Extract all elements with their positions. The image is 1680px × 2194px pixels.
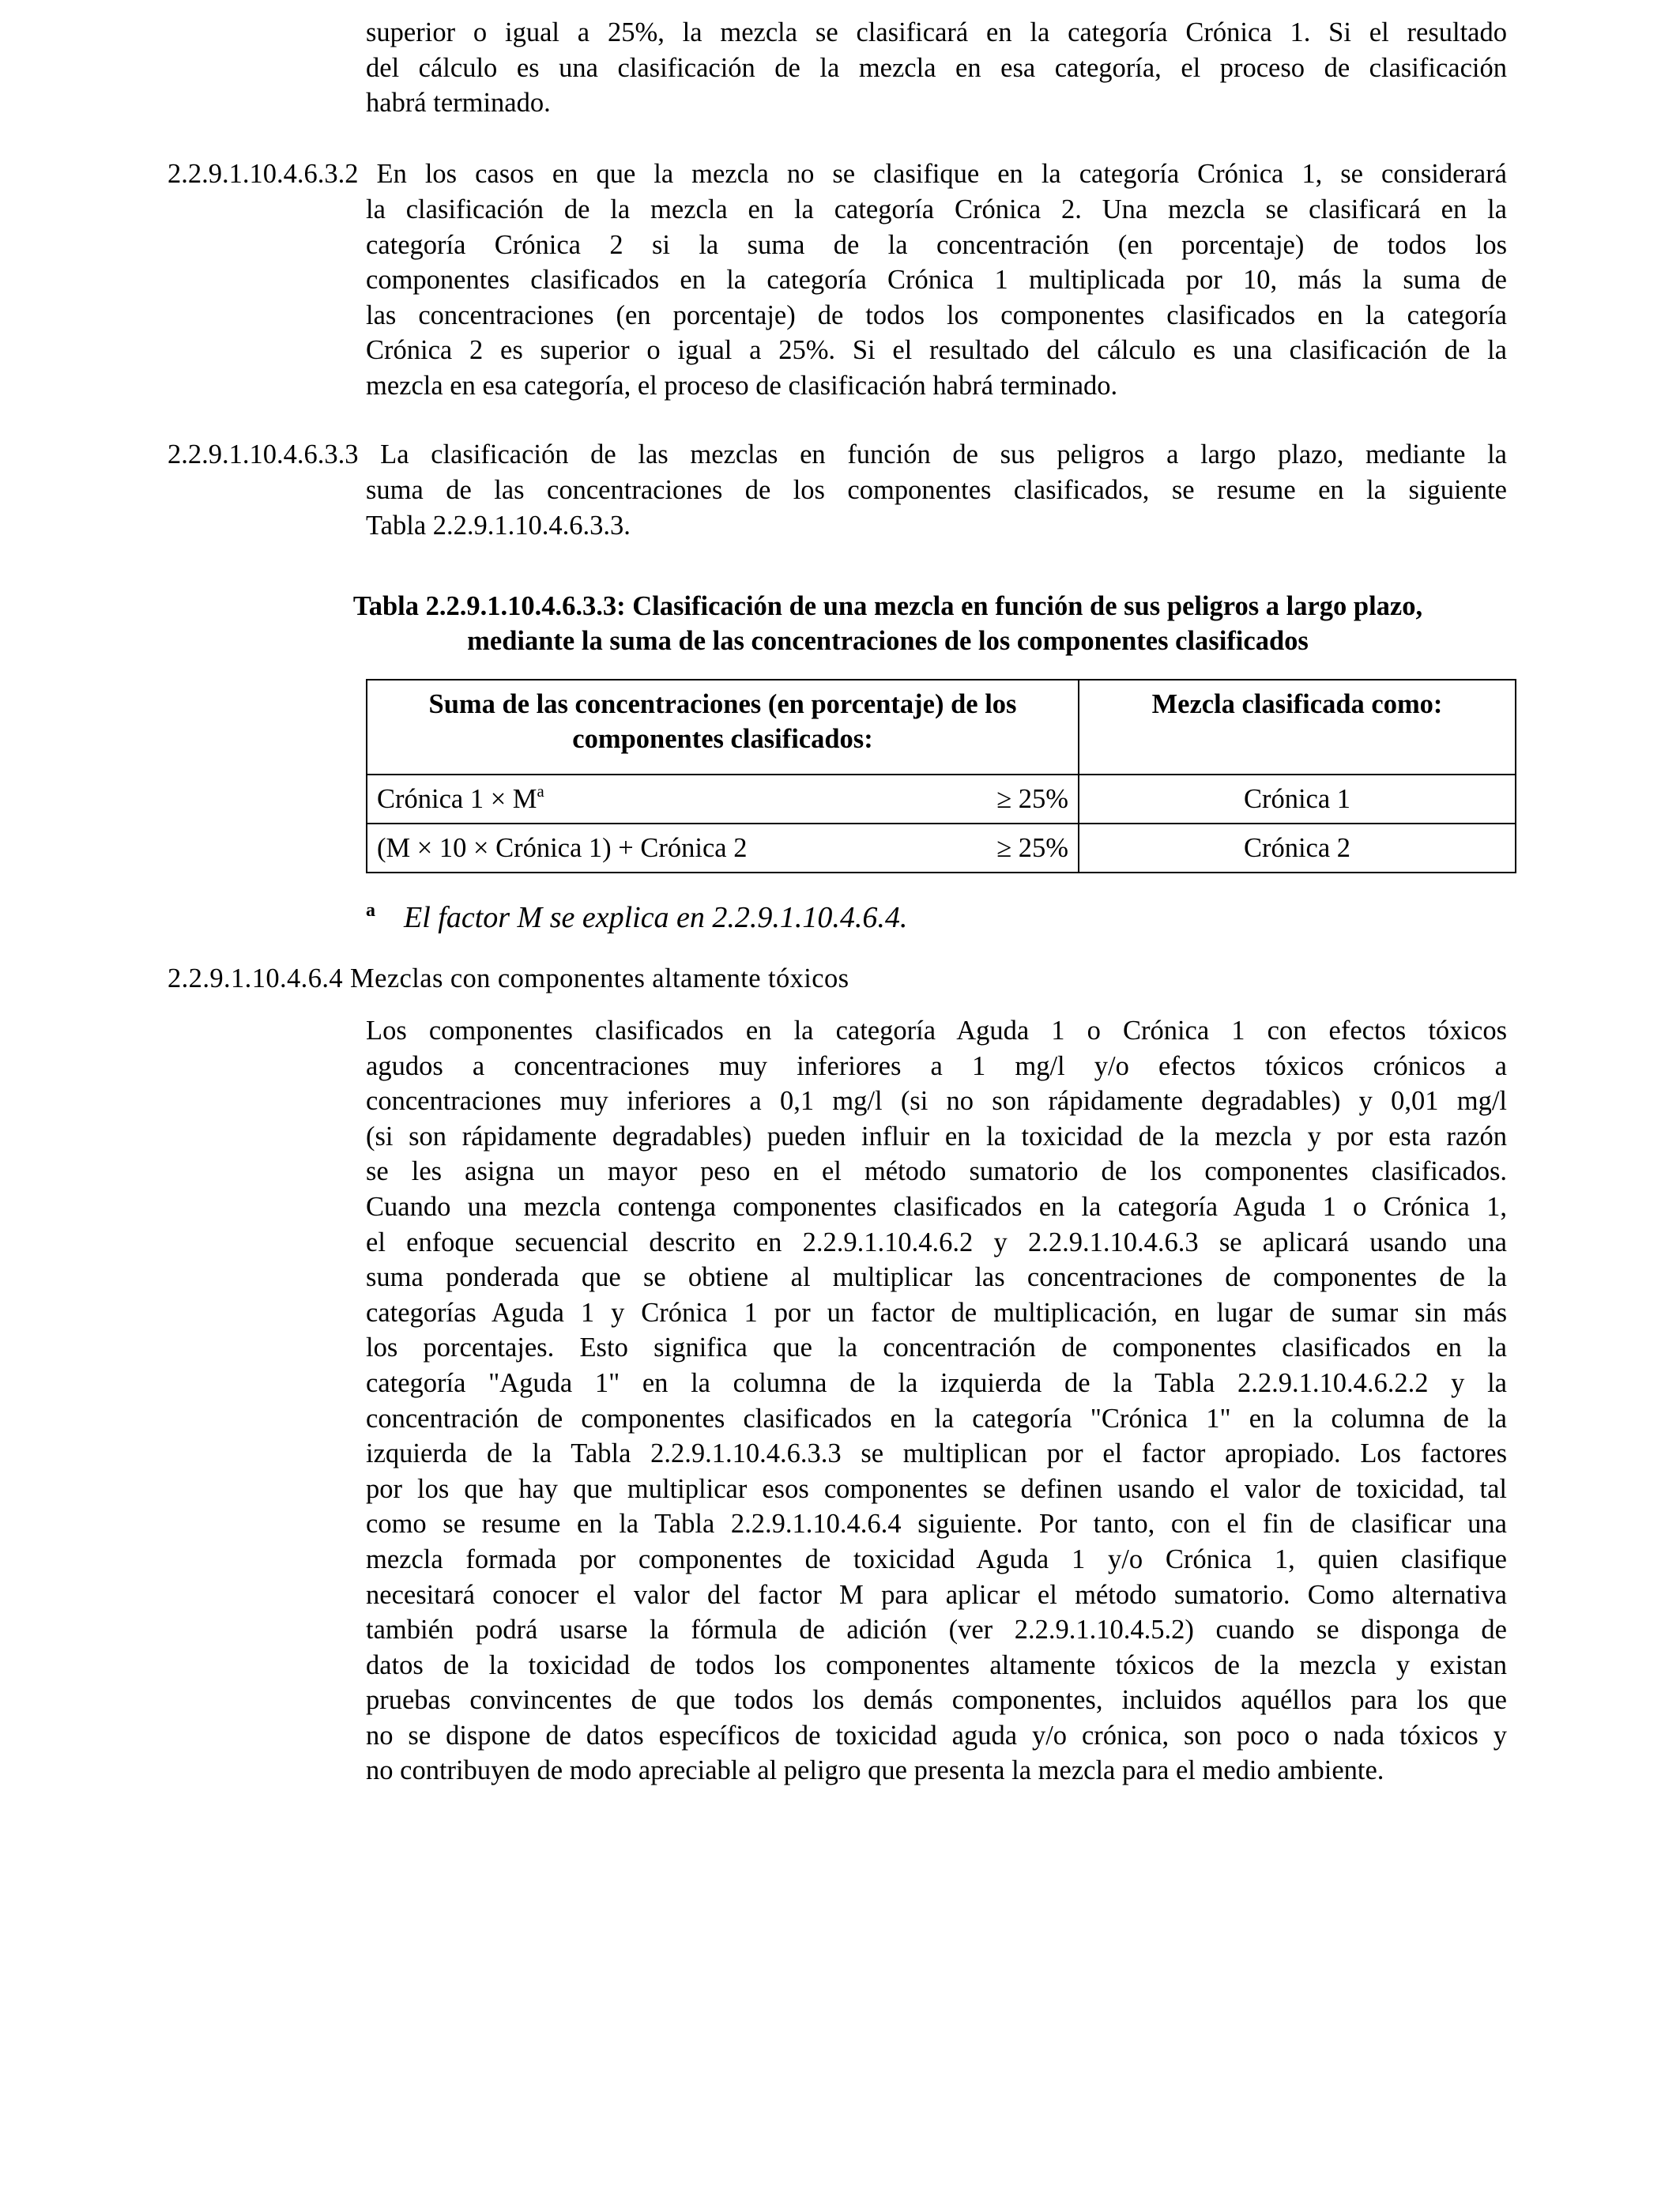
text-line: suma de las concentraciones de los componentes clasificados, se resume en la siguiente (366, 475, 1507, 505)
paragraph-continued (366, 15, 1507, 121)
text-line: Crónica 2 es superior o igual a 25%. Si el resultado del cálculo es una clasificación de la (366, 335, 1507, 366)
table-row (367, 775, 1516, 824)
text-line: no contribuyen de modo apreciable al peligro que presenta la mezcla para el medio ambiente. (366, 1755, 1384, 1786)
header-text: componentes clasificados: (572, 724, 873, 754)
text-line: datos de la toxicidad de todos los componentes altamente tóxicos de la mezcla y existan (366, 1649, 1507, 1680)
table-caption-line: mediante la suma de las concentraciones de los componentes clasificados (467, 626, 1309, 656)
section-heading: 2.2.9.1.10.4.6.4 Mezclas con componentes altamente tóxicos (168, 963, 849, 993)
text-line: como se resume en la Tabla 2.2.9.1.10.4.6.4 siguiente. Por tanto, con el fin de clasificar una (366, 1509, 1507, 1540)
text-line: Los componentes clasificados en la categoría Aguda 1 o Crónica 1 con efectos tóxicos (366, 1016, 1507, 1046)
paragraph-6-3-2-body (366, 192, 1507, 404)
header-text: Suma de las concentraciones (en porcentaje) de los (428, 689, 1017, 719)
sum-expression (377, 782, 544, 816)
table-caption-line: Tabla 2.2.9.1.10.4.6.3.3: Clasificación de una mezcla en función de sus peligros a largo plazo, (352, 591, 1423, 621)
sum-expression: (M × 10 × Crónica 1) + Crónica 2 (377, 833, 748, 863)
paragraph-6-3-2 (168, 156, 1507, 192)
paragraph-ref: 2.2.9.1.10.4.6.3.2 (168, 159, 359, 189)
text-line: En los casos en que la mezcla no se clasifique en la categoría Crónica 1, se considerará (376, 159, 1507, 189)
text-line: el enfoque secuencial descrito en 2.2.9.1.10.4.6.2 y 2.2.9.1.10.4.6.3 se aplicará usando una (366, 1227, 1507, 1257)
text-line: concentraciones muy inferiores a 0,1 mg/l (si no son rápidamente degradables) y 0,01 mg/l (366, 1086, 1507, 1117)
text-line: no se dispone de datos específicos de toxicidad aguda y/o crónica, son poco o nada tóxicos y (366, 1720, 1507, 1751)
text-line: concentración de componentes clasificados en la categoría "Crónica 1" en la columna de la (366, 1403, 1507, 1434)
paragraph-6-3-3-body (366, 473, 1507, 543)
footnote-text: El factor M se explica en 2.2.9.1.10.4.6.4. (404, 901, 908, 934)
threshold: ≥ 25% (996, 784, 1068, 814)
text-line: la clasificación de la mezcla en la categoría Crónica 2. Una mezcla se clasificará en la (366, 194, 1507, 224)
table-caption (269, 589, 1507, 658)
text-line: pruebas convincentes de que todos los demás componentes, incluidos aquéllos para los que (366, 1685, 1507, 1716)
text-line: categoría "Aguda 1" en la columna de la izquierda de la Tabla 2.2.9.1.10.4.6.2.2 y la (366, 1367, 1507, 1398)
text-line: Cuando una mezcla contenga componentes clasificados en la categoría Aguda 1 o Crónica 1, (366, 1191, 1507, 1222)
text-line: necesitará conocer el valor del factor M para aplicar el método sumatorio. Como alternativa (366, 1579, 1507, 1610)
paragraph-first-line (168, 437, 1507, 473)
header-mixture-classified: Mezcla clasificada como: (1079, 680, 1516, 775)
cell-class: Crónica 2 (1079, 824, 1516, 873)
text-line: mezcla en esa categoría, el proceso de clasificación habrá terminado. (366, 370, 1118, 401)
header-sum-concentrations (367, 680, 1079, 775)
footnote-ref: a (537, 783, 544, 801)
text-line: superior o igual a 25%, la mezcla se clasificará en la categoría Crónica 1. Si el resultado (366, 17, 1507, 47)
section-body (366, 1013, 1507, 1789)
text-line: se les asigna un mayor peso en el método sumatorio de los componentes clasificados. (366, 1156, 1507, 1187)
text-line: agudos a concentraciones muy inferiores a 1 mg/l y/o efectos tóxicos crónicos a (366, 1050, 1507, 1081)
text-line: por los que hay que multiplicar esos componentes se definen usando el valor de toxicidad, tal (366, 1473, 1507, 1504)
table-footnote (366, 893, 907, 937)
text-line: categoría Crónica 2 si la suma de la concentración (en porcentaje) de todos los (366, 229, 1507, 260)
text-line: componentes clasificados en la categoría Crónica 1 multiplicada por 10, más la suma de (366, 265, 1507, 296)
text-line: Tabla 2.2.9.1.10.4.6.3.3. (366, 510, 631, 541)
text-line: habrá terminado. (366, 88, 551, 119)
text-line: mezcla formada por componentes de toxicidad Aguda 1 y/o Crónica 1, quien clasifique (366, 1544, 1507, 1574)
text-line: (si son rápidamente degradables) pueden influir en la toxicidad de la mezcla y por esta razón (366, 1121, 1507, 1152)
table-header-row (367, 680, 1516, 775)
cell-sum (367, 824, 1079, 873)
cell-sum (367, 775, 1079, 824)
text-line: izquierda de la Tabla 2.2.9.1.10.4.6.3.3 se multiplican por el factor apropiado. Los factores (366, 1438, 1507, 1469)
text-line: los porcentajes. Esto significa que la concentración de componentes clasificados en la (366, 1333, 1507, 1363)
text-line: categorías Aguda 1 y Crónica 1 por un factor de multiplicación, en lugar de sumar sin más (366, 1297, 1507, 1328)
table-row (367, 824, 1516, 873)
text-line: las concentraciones (en porcentaje) de todos los componentes clasificados en la categoría (366, 300, 1507, 330)
text-line: también podrá usarse la fórmula de adición (ver 2.2.9.1.10.4.5.2) cuando se disponga de (366, 1615, 1507, 1646)
text-line: del cálculo es una clasificación de la mezcla en esa categoría, el proceso de clasificación (366, 52, 1507, 83)
threshold: ≥ 25% (996, 833, 1068, 863)
text-line: suma ponderada que se obtiene al multiplicar las concentraciones de componentes de la (366, 1262, 1507, 1293)
footnote-mark: a (366, 900, 375, 921)
text-line: La clasificación de las mezclas en función de sus peligros a largo plazo, mediante la (380, 439, 1507, 469)
paragraph-first-line (168, 156, 1507, 192)
sum-text: Crónica 1 × M (377, 784, 537, 814)
cell-class: Crónica 1 (1079, 775, 1516, 824)
paragraph-ref: 2.2.9.1.10.4.6.3.3 (168, 439, 359, 469)
paragraph-6-3-3 (168, 437, 1507, 473)
classification-table (366, 679, 1516, 873)
